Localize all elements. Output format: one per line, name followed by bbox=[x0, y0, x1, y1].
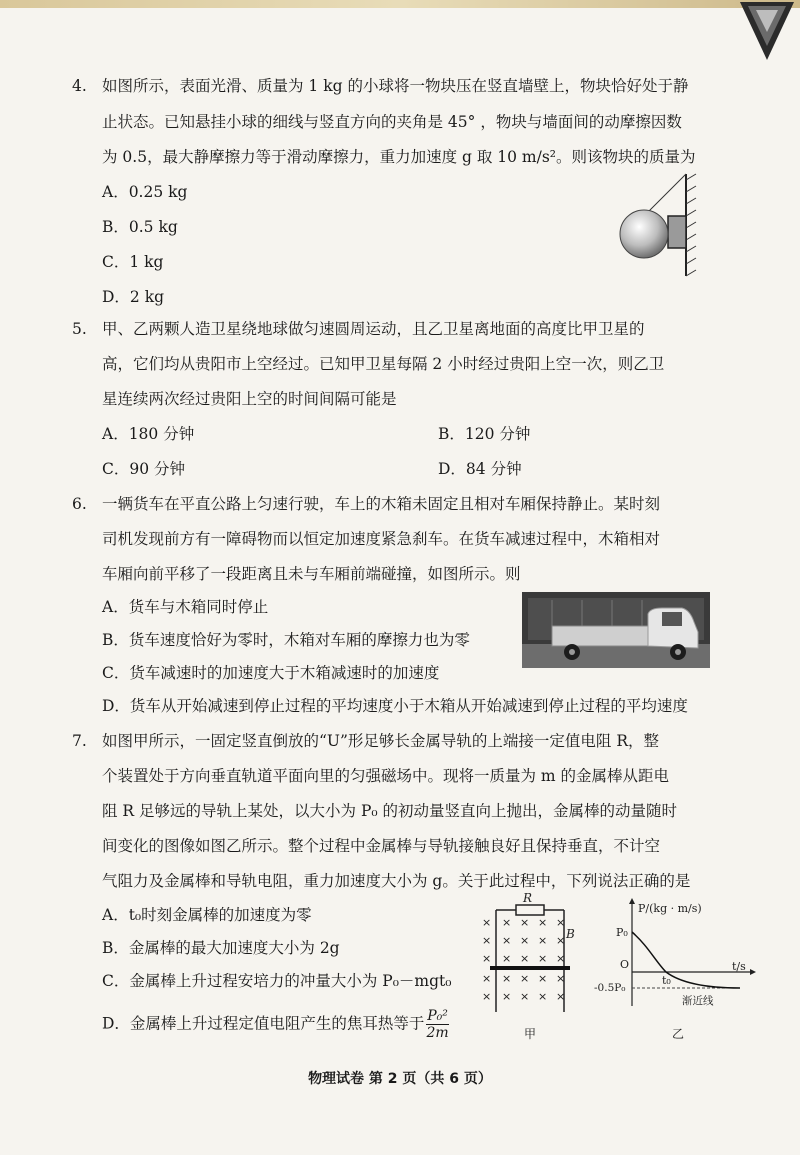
q5-option-c: C．90 分钟 bbox=[102, 460, 186, 478]
q4-option-a: A．0.25 kg bbox=[102, 183, 188, 201]
field-cross-icon: × bbox=[520, 990, 530, 1003]
field-cross-icon: × bbox=[556, 916, 566, 929]
q6-option-c: C．货车减速时的加速度大于木箱减速时的加速度 bbox=[102, 664, 440, 682]
field-cross-icon: × bbox=[538, 972, 548, 985]
q5-option-b: B．120 分钟 bbox=[438, 425, 531, 443]
q7-jia-caption: 甲 bbox=[524, 1027, 537, 1041]
q7-line-1: 如图甲所示，一固定竖直倒放的“U”形足够长金属导轨的上端接一定值电阻 R，整 bbox=[102, 732, 660, 750]
q7-option-d-text: D．金属棒上升过程定值电阻产生的焦耳热等于 bbox=[102, 1014, 425, 1033]
field-cross-icon: × bbox=[538, 916, 548, 929]
field-cross-icon: × bbox=[520, 934, 530, 947]
q7-option-d-numerator: P₀² bbox=[427, 1008, 448, 1024]
field-cross-icon: × bbox=[538, 952, 548, 965]
q6-option-a: A．货车与木箱同时停止 bbox=[102, 598, 269, 616]
q6-number: 6. bbox=[72, 495, 87, 513]
field-cross-icon: × bbox=[556, 972, 566, 985]
top-edge-band bbox=[0, 0, 800, 8]
q7-yi-asymptote-label: 渐近线 bbox=[682, 995, 714, 1007]
field-cross-icon: × bbox=[538, 990, 548, 1003]
q6-line-3: 车厢向前平移了一段距离且未与车厢前端碰撞，如图所示。则 bbox=[102, 565, 521, 583]
q6-line-2: 司机发现前方有一障碍物而以恒定加速度紧急刹车。在货车减速过程中，木箱相对 bbox=[102, 530, 661, 548]
q7-jia-label-r: R bbox=[523, 892, 533, 905]
q7-line-2: 个装置处于方向垂直轨道平面向里的匀强磁场中。现将一质量为 m 的金属棒从距电 bbox=[102, 767, 670, 785]
q5-number: 5. bbox=[72, 320, 87, 338]
field-cross-icon: × bbox=[482, 916, 492, 929]
q7-line-4: 间变化的图像如图乙所示。整个过程中金属棒与导轨接触良好且保持垂直，不计空 bbox=[102, 837, 661, 855]
field-cross-icon: × bbox=[502, 916, 512, 929]
q7-line-5: 气阻力及金属棒和导轨电阻，重力加速度大小为 g。关于此过程中，下列说法正确的是 bbox=[102, 872, 691, 890]
q4-option-b: B．0.5 kg bbox=[102, 218, 178, 236]
q5-option-a: A．180 分钟 bbox=[102, 425, 195, 443]
q5-line-3: 星连续两次经过贵阳上空的时间间隔可能是 bbox=[102, 390, 397, 408]
q4-line-1: 如图所示，表面光滑、质量为 1 kg 的小球将一物块压在竖直墙壁上，物块恰好处于静 bbox=[102, 77, 689, 95]
q7-figure-jia bbox=[474, 892, 584, 1042]
field-cross-icon: × bbox=[482, 952, 492, 965]
field-cross-icon: × bbox=[538, 934, 548, 947]
corner-decoration-icon bbox=[738, 0, 796, 62]
field-cross-icon: × bbox=[482, 972, 492, 985]
field-cross-icon: × bbox=[502, 972, 512, 985]
q7-figure-yi bbox=[590, 896, 760, 1046]
field-cross-icon: × bbox=[520, 952, 530, 965]
q4-option-d: D．2 kg bbox=[102, 288, 165, 306]
field-cross-icon: × bbox=[556, 952, 566, 965]
field-cross-icon: × bbox=[520, 916, 530, 929]
q4-line-3: 为 0.5，最大静摩擦力等于滑动摩擦力，重力加速度 g 取 10 m/s²。则该物块的质量为 bbox=[102, 148, 696, 166]
q5-line-1: 甲、乙两颗人造卫星绕地球做匀速圆周运动，且乙卫星离地面的高度比甲卫星的 bbox=[102, 320, 645, 338]
q6-truck-photo bbox=[522, 592, 710, 668]
q7-jia-label-b: B bbox=[566, 927, 575, 941]
q7-option-b: B．金属棒的最大加速度大小为 2g bbox=[102, 939, 340, 957]
q7-option-d-denominator: 2m bbox=[426, 1025, 449, 1041]
q7-option-d-fraction bbox=[426, 1008, 448, 1041]
q7-yi-tick-t0: t₀ bbox=[662, 974, 671, 987]
q7-yi-tick-neg: -0.5P₀ bbox=[594, 982, 626, 994]
field-cross-icon: × bbox=[556, 934, 566, 947]
field-cross-icon: × bbox=[520, 972, 530, 985]
q7-line-3: 阻 R 足够远的导轨上某处，以大小为 P₀ 的初动量竖直向上抛出，金属棒的动量随时 bbox=[102, 802, 678, 820]
q7-yi-tick-origin: O bbox=[620, 958, 630, 971]
field-cross-icon: × bbox=[502, 952, 512, 965]
field-cross-icon: × bbox=[502, 934, 512, 947]
q7-yi-caption: 乙 bbox=[672, 1027, 685, 1041]
q7-yi-xlabel: t/s bbox=[732, 960, 746, 973]
q7-option-a: A．t₀时刻金属棒的加速度为零 bbox=[102, 906, 312, 924]
q4-line-2: 止状态。已知悬挂小球的细线与竖直方向的夹角是 45° ，物块与墙面间的动摩擦因数 bbox=[102, 113, 682, 131]
field-cross-icon: × bbox=[482, 934, 492, 947]
field-cross-icon: × bbox=[556, 990, 566, 1003]
field-cross-icon: × bbox=[482, 990, 492, 1003]
q7-number: 7. bbox=[72, 732, 87, 750]
page-footer: 物理试卷 第 2 页（共 6 页） bbox=[308, 1071, 492, 1087]
field-cross-icon: × bbox=[502, 990, 512, 1003]
q4-number: 4. bbox=[72, 77, 87, 95]
q6-option-d: D．货车从开始减速到停止过程的平均速度小于木箱从开始减速到停止过程的平均速度 bbox=[102, 697, 688, 715]
q4-ball-wall-figure bbox=[612, 170, 712, 280]
q7-option-c: C．金属棒上升过程安培力的冲量大小为 P₀－mgt₀ bbox=[102, 972, 452, 990]
q5-line-2: 高，它们均从贵阳市上空经过。已知甲卫星每隔 2 小时经过贵阳上空一次，则乙卫 bbox=[102, 355, 665, 373]
q6-line-1: 一辆货车在平直公路上匀速行驶，车上的木箱未固定且相对车厢保持静止。某时刻 bbox=[102, 495, 661, 513]
q7-option-d bbox=[102, 1008, 449, 1041]
q4-option-c: C．1 kg bbox=[102, 253, 164, 271]
q6-option-b: B．货车速度恰好为零时，木箱对车厢的摩擦力也为零 bbox=[102, 631, 470, 649]
q7-yi-ylabel: P/(kg · m/s) bbox=[638, 902, 702, 915]
q5-option-d: D．84 分钟 bbox=[438, 460, 522, 478]
q7-yi-tick-p0: P₀ bbox=[616, 926, 628, 939]
